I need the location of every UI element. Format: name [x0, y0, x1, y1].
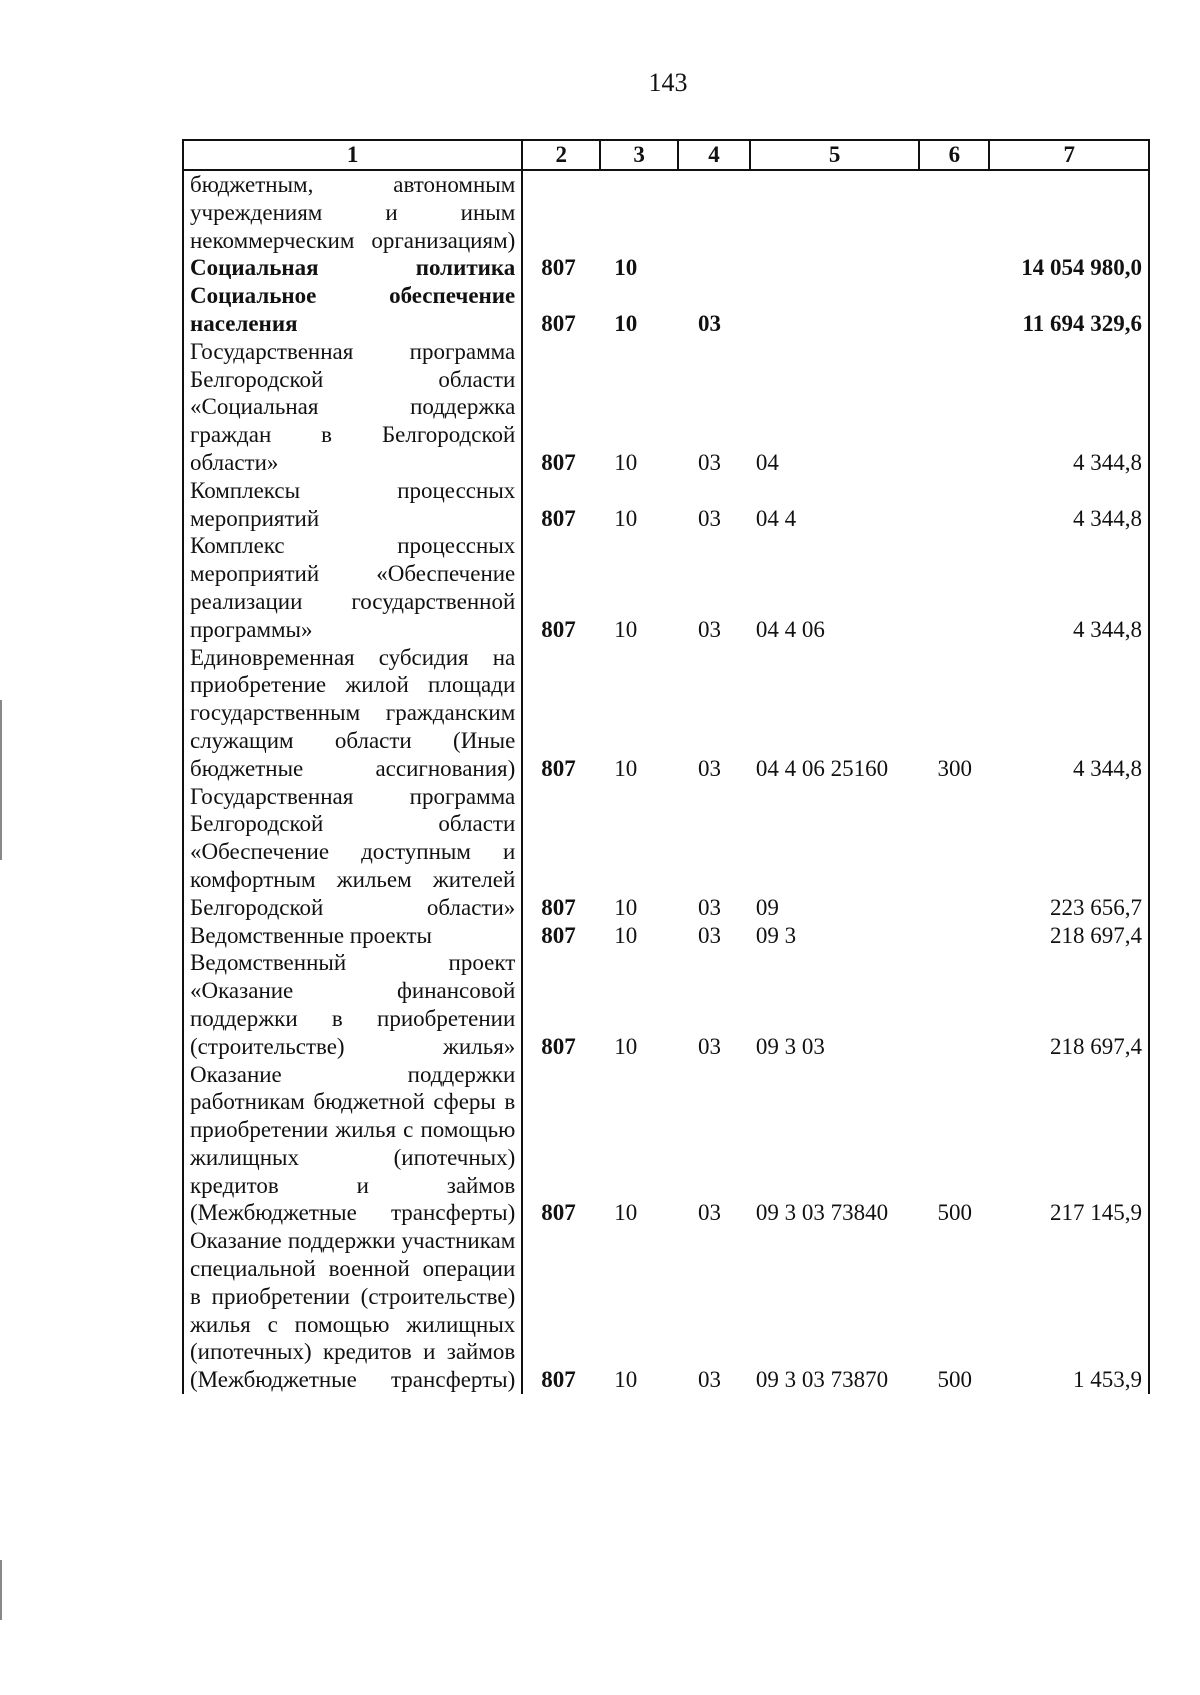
subsection-code: 03 — [698, 1200, 722, 1226]
ministry-code — [522, 170, 600, 254]
amount: 14 054 980,0 — [989, 254, 1149, 282]
ministry-code: 807 — [541, 310, 576, 336]
budget-table — [182, 139, 1150, 1394]
table-row — [183, 1061, 1149, 1228]
ministry-code: 807 — [541, 1033, 576, 1059]
table-body — [183, 170, 1149, 1394]
page-number: 143 — [648, 68, 688, 97]
expense-type-code — [919, 170, 989, 254]
target-article-code — [750, 254, 920, 282]
section-code: 10 — [614, 255, 638, 281]
table-row — [183, 922, 1149, 950]
amount: 4 344,8 — [989, 532, 1149, 643]
subsection-code: 03 — [698, 1367, 722, 1393]
expense-type-code — [919, 532, 989, 643]
amount: 218 697,4 — [989, 922, 1149, 950]
expense-type-code — [919, 477, 989, 533]
table-row — [183, 254, 1149, 282]
row-name: Оказание поддержки работникам бюджетной сферы в приобретении жилья с помощью жилищных (ипотечных) кредитов и займов (Межбюджетные трансферты) — [183, 1061, 522, 1228]
table-row — [183, 1227, 1149, 1394]
subsection-code: 03 — [698, 505, 722, 531]
ministry-code: 807 — [541, 616, 576, 642]
subsection-code: 03 — [698, 1033, 722, 1059]
target-article-code: 04 4 06 25160 — [755, 755, 889, 781]
column-header-3: 3 — [600, 140, 678, 170]
subsection-code: 03 — [698, 894, 722, 920]
row-name: Комплекс процессных мероприятий «Обеспечение реализации государственной программы» — [183, 532, 522, 643]
expense-type-code: 500 — [937, 1200, 972, 1226]
table-row — [183, 532, 1149, 643]
target-article-code: 09 3 03 73840 — [755, 1200, 889, 1226]
target-article-code: 04 — [755, 449, 779, 475]
row-name: Оказание поддержки участникам специальной военной операции в приобретении (строительстве) жилья с помощью жилищных (ипотечных) кредитов и займов (Межбюджетные трансферты) — [183, 1227, 522, 1394]
subsection-code: 03 — [698, 755, 722, 781]
ministry-code: 807 — [541, 1367, 576, 1393]
row-name: Государственная программа Белгородской области «Социальная поддержка граждан в Белгородской области» — [183, 338, 522, 477]
target-article-code — [750, 170, 920, 254]
amount: 4 344,8 — [989, 644, 1149, 783]
section-code: 10 — [614, 1367, 638, 1393]
target-article-code: 09 3 03 73870 — [755, 1367, 889, 1393]
table-row — [183, 282, 1149, 338]
section-code: 10 — [614, 755, 638, 781]
expense-type-code — [919, 254, 989, 282]
ministry-code: 807 — [541, 755, 576, 781]
amount: 1 453,9 — [989, 1227, 1149, 1394]
table-row — [183, 338, 1149, 477]
table-row — [183, 949, 1149, 1060]
subsection-code: 03 — [698, 449, 722, 475]
target-article-code: 09 3 03 — [755, 1033, 825, 1059]
section-code: 10 — [614, 449, 638, 475]
column-header-6: 6 — [919, 140, 989, 170]
expense-type-code: 300 — [937, 755, 972, 781]
ministry-code: 807 — [541, 894, 576, 920]
column-header-2: 2 — [522, 140, 600, 170]
amount: 4 344,8 — [989, 338, 1149, 477]
row-name: Комплексы процессных мероприятий — [183, 477, 522, 533]
ministry-code: 807 — [541, 505, 576, 531]
target-article-code — [750, 282, 920, 338]
table-row — [183, 477, 1149, 533]
row-name: Социальная политика — [183, 254, 522, 282]
column-header-1: 1 — [183, 140, 522, 170]
subsection-code: 03 — [698, 922, 722, 948]
ministry-code: 807 — [541, 449, 576, 475]
expense-type-code — [919, 282, 989, 338]
table-row — [183, 783, 1149, 922]
column-header-7: 7 — [989, 140, 1149, 170]
table-row — [183, 170, 1149, 254]
amount: 218 697,4 — [989, 949, 1149, 1060]
expense-type-code — [919, 949, 989, 1060]
amount: 11 694 329,6 — [989, 282, 1149, 338]
section-code: 10 — [614, 894, 638, 920]
row-name: Единовременная субсидия на приобретение жилой площади государственным гражданским служащим области (Иные бюджетные ассигнования) — [183, 644, 522, 783]
section-code: 10 — [614, 505, 638, 531]
subsection-code: 03 — [698, 310, 722, 336]
row-name: Ведомственные проекты — [183, 922, 522, 950]
section-code: 10 — [614, 922, 638, 948]
target-article-code: 04 4 — [755, 505, 797, 531]
subsection-code — [678, 170, 750, 254]
amount: 217 145,9 — [989, 1061, 1149, 1228]
amount — [989, 170, 1149, 254]
column-header-4: 4 — [678, 140, 750, 170]
expense-type-code — [919, 922, 989, 950]
amount: 4 344,8 — [989, 477, 1149, 533]
section-code: 10 — [614, 1200, 638, 1226]
row-name: Ведомственный проект «Оказание финансовой поддержки в приобретении (строительстве) жилья» — [183, 949, 522, 1060]
scan-edge-mark — [0, 700, 2, 860]
table-row — [183, 644, 1149, 783]
ministry-code: 807 — [541, 255, 576, 281]
subsection-code: 03 — [698, 616, 722, 642]
subsection-code — [678, 254, 750, 282]
expense-type-code: 500 — [937, 1367, 972, 1393]
scan-edge-mark — [0, 1560, 2, 1620]
expense-type-code — [919, 783, 989, 922]
row-name: Государственная программа Белгородской области «Обеспечение доступным и комфортным жильем жителей Белгородской области» — [183, 783, 522, 922]
row-name: Социальное обеспечение населения — [183, 282, 522, 338]
section-code — [600, 170, 678, 254]
row-name: бюджетным, автономным учреждениям и иным некоммерческим организациям) — [183, 170, 522, 254]
column-header-5: 5 — [750, 140, 920, 170]
target-article-code: 09 3 — [755, 922, 797, 948]
section-code: 10 — [614, 1033, 638, 1059]
section-code: 10 — [614, 310, 638, 336]
ministry-code: 807 — [541, 1200, 576, 1226]
ministry-code: 807 — [541, 922, 576, 948]
target-article-code: 04 4 06 — [755, 616, 825, 642]
target-article-code: 09 — [755, 894, 779, 920]
table-header — [183, 140, 1149, 170]
expense-type-code — [919, 338, 989, 477]
section-code: 10 — [614, 616, 638, 642]
amount: 223 656,7 — [989, 783, 1149, 922]
